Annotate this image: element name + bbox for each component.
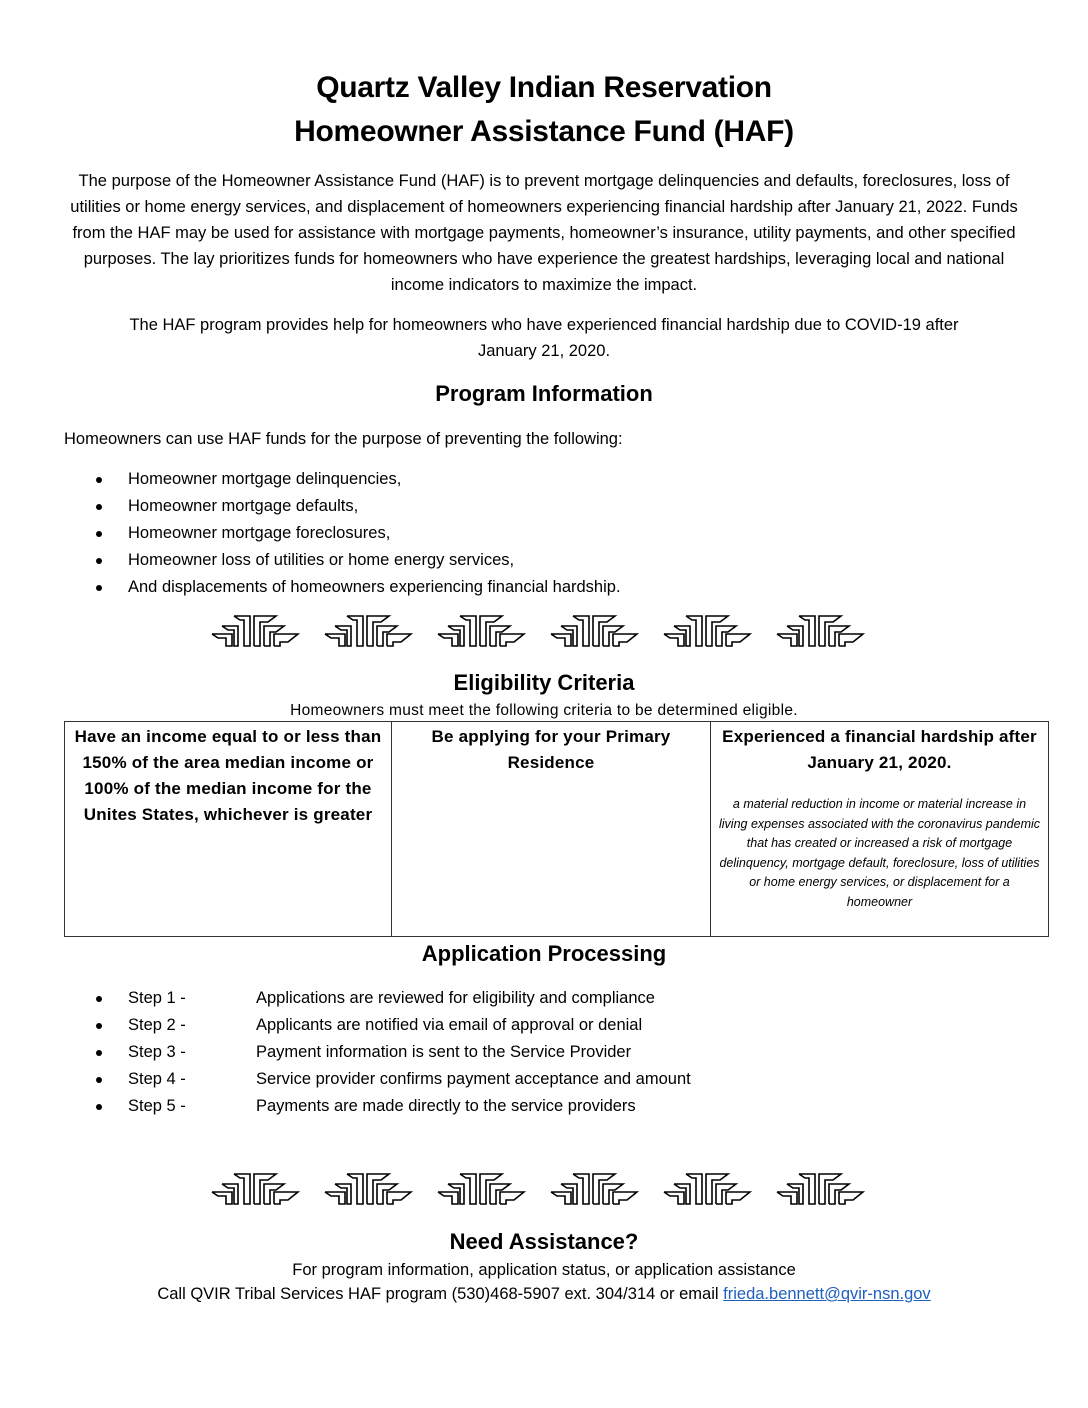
eligibility-subheading: Homeowners must meet the following criteria to be determined eligible.	[290, 702, 798, 719]
assistance-contact-line	[0, 1282, 1088, 1306]
need-assistance-heading: Need Assistance?	[449, 1229, 639, 1254]
bullet-icon	[96, 1077, 102, 1083]
assistance-phone-text: Call QVIR Tribal Services HAF program (530)468-5907 ext. 304/314 or email	[157, 1285, 724, 1303]
native-pattern-ornament-icon	[775, 1172, 865, 1206]
bullet-icon	[96, 477, 102, 483]
bullet-icon	[96, 1023, 102, 1029]
program-information-lead: Homeowners can use HAF funds for the purpose of preventing the following:	[64, 430, 623, 448]
native-pattern-ornament-icon	[323, 614, 413, 648]
assistance-description: For program information, application status, or application assistance	[292, 1261, 796, 1279]
ornament-divider-bottom	[0, 1172, 1088, 1206]
intro-paragraph-purpose: The purpose of the Homeowner Assistance Fund (HAF) is to prevent mortgage delinquencies and defaults, foreclosures, loss of utilities or home energy services, and displacement of homeowners experiencing financial hardship after January 21, 2022. Funds from the HAF may be used for assistance with mortgage payments, homeowner’s insurance, utility payments, and other specified purposes. The lay prioritizes funds for homeowners who have experience the greatest hardships, leveraging local and national income indicators to maximize the impact.	[70, 172, 1018, 294]
native-pattern-ornament-icon	[323, 1172, 413, 1206]
criteria-cell-income: Have an income equal to or less than 150% of the area median income or 100% of the median income for the Unites States, whichever is greater	[65, 722, 392, 937]
bullet-icon	[96, 585, 102, 591]
native-pattern-ornament-icon	[775, 614, 865, 648]
native-pattern-ornament-icon	[662, 1172, 752, 1206]
eligibility-criteria-table	[64, 721, 1049, 937]
bullet-icon	[96, 558, 102, 564]
application-processing-heading: Application Processing	[421, 941, 667, 966]
bullet-icon	[96, 504, 102, 510]
native-pattern-ornament-icon	[436, 614, 526, 648]
native-pattern-ornament-icon	[210, 1172, 300, 1206]
program-information-heading: Program Information	[435, 381, 653, 406]
native-pattern-ornament-icon	[210, 614, 300, 648]
criteria-cell-primary-residence: Be applying for your Primary Residence	[392, 722, 711, 937]
bullet-icon	[96, 1050, 102, 1056]
native-pattern-ornament-icon	[549, 614, 639, 648]
intro-paragraph-eligibility-window: The HAF program provides help for homeowners who have experienced financial hardship due to COVID-19 after January 21, 2020.	[129, 316, 959, 360]
native-pattern-ornament-icon	[549, 1172, 639, 1206]
table-row	[65, 722, 1049, 937]
criteria-cell-financial-hardship: Experienced a financial hardship after January 21, 2020. a material reduction in income or material increase in living expenses associated with the coronavirus pandemic that has created or increased a risk of mortgage delinquency, mortgage default, foreclosure, loss of utilities or home energy services, or displacement for a homeowner	[711, 722, 1049, 937]
contact-email-link[interactable]: frieda.bennett@qvir-nsn.gov	[723, 1285, 931, 1303]
financial-hardship-definition: a material reduction in income or material increase in living expenses associated with the coronavirus pandemic that has created or increased a risk of mortgage delinquency, mortgage default, foreclosure, loss of utilities or home energy services, or displacement for a homeowner	[719, 797, 1041, 909]
bullet-icon	[96, 996, 102, 1002]
bullet-icon	[96, 1104, 102, 1110]
document-title-line2: Homeowner Assistance Fund (HAF)	[294, 115, 794, 148]
ornament-divider-top	[0, 614, 1088, 648]
native-pattern-ornament-icon	[662, 614, 752, 648]
native-pattern-ornament-icon	[436, 1172, 526, 1206]
document-page: Quartz Valley Indian Reservation Homeowner Assistance Fund (HAF) The purpose of the Homeowner Assistance Fund (HAF) is to prevent mortgage delinquencies and defaults, foreclosures, loss of utilities or home energy services, and displacement of homeowners experiencing financial hardship after January 21, 2022. Funds from the HAF may be used for assistance with mortgage payments, homeowner’s insurance, utility payments, and other specified purposes. The lay prioritizes funds for homeowners who have experience the greatest hardships, leveraging local and national income indicators to maximize the impact. The HAF program provides help for homeowners who have experienced financial hardship due to COVID-19 after January 21, 2020. Program Information Homeowners can use HAF funds for the purpose of preventing the following: Homeowner mortgage delinquencies, Homeowner mortgage defaults, Homeowner mortgage foreclosures, Homeowner loss of utilities or home energy services, And displacements of homeowners experiencing financial hardship. Eligibility Criteria Homeowners must meet the following criteria to be determined eligible. Have an income equal to or less than 150% of the area median income or 100% of the median income for the Unites States, whichever is greater Be applying for your Primary Residence Experienced a financial hardship after January 21, 2020. a material reduction in income or material increase in living expenses associated with the coronavirus pandemic that has created or increased a risk of mortgage delinquency, mortgage default, foreclosure, loss of utilities or home energy services, or displacement for a homeowner Application Processing Step 1 - Applications are reviewed for eligibility and compliance Step 2 - Applicants are notified via email of approval or denial Step 3 - Payment information is sent to the Service Provider Step 4 - Service provider confirms payment acceptance and amount Step 5 - Payments are made directly to the service providers Need Assistance? For program information, application status, or application assistance Call QVIR Tribal Services HAF program (530)468-5907 ext. 304/314 or email frieda.bennett@qvir-nsn.gov	[0, 0, 1088, 1408]
document-title-line1: Quartz Valley Indian Reservation	[316, 71, 772, 104]
eligibility-heading: Eligibility Criteria	[453, 670, 635, 695]
bullet-icon	[96, 531, 102, 537]
